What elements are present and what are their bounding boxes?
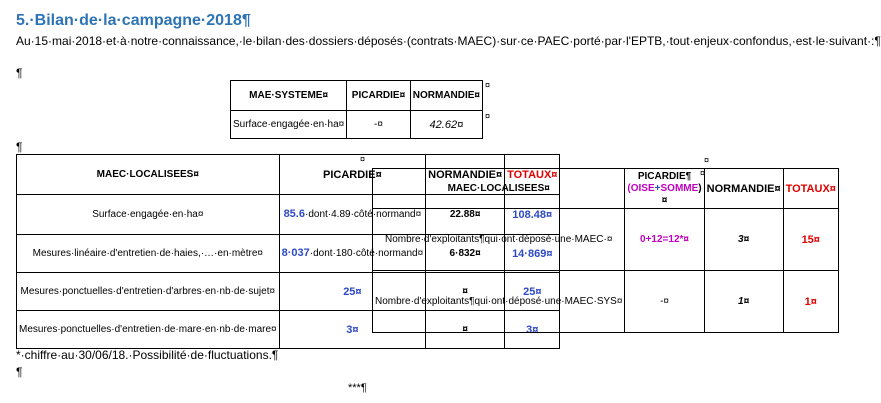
t2-header-normandie: NORMANDIE¤ xyxy=(426,155,505,195)
t1-cell-normandie: 42.62¤ xyxy=(410,111,482,139)
t2-cell-normandie: ¤ xyxy=(426,273,505,311)
footnote: *·chiffre·au·30/06/18.·Possibilité·de·fluctuations.¶ xyxy=(16,348,279,362)
t2-cell-picardie: 85.6·dont·4.89·côté·normand¤ xyxy=(279,195,426,235)
t2-header-totaux: TOTAUX¤ xyxy=(505,155,560,195)
row-end-mark: ¤ xyxy=(360,154,366,164)
t2-cell-picardie: 3¤ xyxy=(279,311,426,349)
t2-row-label: Mesures·ponctuelles·d'entretien·d'arbres·en·nb·de·sujet¤ xyxy=(17,273,280,311)
t3-cell-totaux: 1¤ xyxy=(783,271,838,333)
table-row xyxy=(373,209,839,271)
t2-cell-normandie: 6·832¤ xyxy=(426,235,505,273)
row-end-mark: ¤ xyxy=(485,80,491,90)
t2-row-label: Mesures·ponctuelles·d'entretien·de·mare·en·nb·de·mare¤ xyxy=(17,311,280,349)
t2-cell-picardie: 8·037·dont·180·côté·normand¤ xyxy=(279,235,426,273)
t3-cell-normandie: 3¤ xyxy=(704,209,783,271)
t2-cell-totaux: 3¤ xyxy=(505,311,560,349)
t2-cell-normandie: ¤ xyxy=(426,311,505,349)
table-row xyxy=(373,271,839,333)
pilcrow-mark: ¶ xyxy=(16,66,23,80)
row-end-mark: ¤ xyxy=(704,155,710,165)
t2-header-label: MAEC·LOCALISEES¤ xyxy=(17,155,280,195)
t3-header-normandie: NORMANDIE¤ xyxy=(704,169,783,209)
t2-header-picardie: PICARDIE¤ xyxy=(279,155,426,195)
intro-paragraph: Au·15·mai·2018·et·à·notre·connaissance,·le·bilan·des·dossiers·déposés·(contrats·MAEC)·sur·ce·PAEC·porté·par·l'EPTB,·tout·enjeux·confondus,·est·le·suivant·:¶ xyxy=(16,34,881,48)
mae-systeme-table xyxy=(230,80,483,139)
t2-cell-totaux: 25¤ xyxy=(505,273,560,311)
pilcrow-mark: ¶ xyxy=(16,365,23,379)
t1-header-normandie: NORMANDIE¤ xyxy=(410,81,482,111)
t3-cell-picardie: 0+12=12*¤ xyxy=(625,209,704,271)
t2-cell-normandie: 22.88¤ xyxy=(426,195,505,235)
t3-cell-normandie: 1¤ xyxy=(704,271,783,333)
t2-cell-totaux: 14·869¤ xyxy=(505,235,560,273)
t1-header-picardie: PICARDIE¤ xyxy=(347,81,411,111)
t2-cell-picardie: 25¤ xyxy=(279,273,426,311)
pilcrow-mark: ¶ xyxy=(16,140,23,154)
t3-header-label: MAEC·LOCALISEES¤ xyxy=(373,169,625,209)
t3-cell-picardie: -¤ xyxy=(625,271,704,333)
t1-row-label: Surface·engagée·en·ha¤ xyxy=(231,111,347,139)
row-end-mark: ¤ xyxy=(485,111,491,121)
t3-header-picardie: PICARDIE¶ (OISE+SOMME)¤ xyxy=(625,169,704,209)
t3-cell-totaux: 15¤ xyxy=(783,209,838,271)
t2-row-label: Mesures·linéaire·d'entretien·de·haies,·…·en·mètre¤ xyxy=(17,235,280,273)
maec-exploitants-table xyxy=(372,168,839,333)
t2-row-label: Surface·engagée·en·ha¤ xyxy=(17,195,280,235)
row-end-mark: ¤ xyxy=(700,168,706,178)
t3-header-totaux: TOTAUX¤ xyxy=(783,169,838,209)
t3-row-label: Nombre·d'exploitants¶qui·ont·déposé·une·MAEC·¤ xyxy=(373,209,625,271)
t2-cell-totaux: 108.48¤ xyxy=(505,195,560,235)
t3-row-label: Nombre·d'exploitants¶qui·ont·déposé·une·MAEC·SYS¤ xyxy=(373,271,625,333)
t1-cell-picardie: -¤ xyxy=(347,111,411,139)
stars-separator: ***¶ xyxy=(348,382,367,394)
section-heading: 5.·Bilan·de·la·campagne·2018¶ xyxy=(16,12,251,29)
t1-header-label: MAE·SYSTEME¤ xyxy=(231,81,347,111)
